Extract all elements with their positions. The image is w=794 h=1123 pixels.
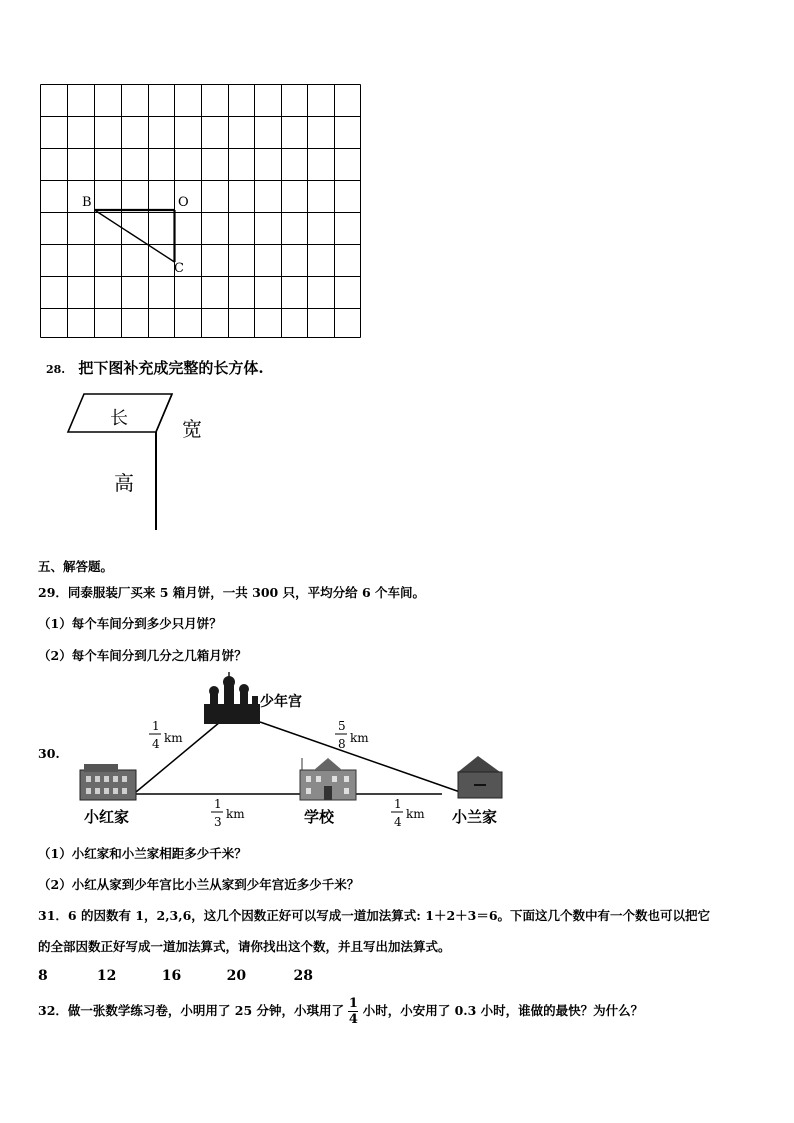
xiaolan-house-icon: [458, 756, 502, 798]
fraction-denominator: 4: [348, 1012, 358, 1027]
cuboid-figure: [64, 390, 224, 532]
grid-lines: [41, 85, 361, 338]
svg-text:8: 8: [338, 737, 346, 751]
svg-text:km: km: [164, 731, 183, 745]
question-28-text: 把下图补充成完整的长方体.: [78, 359, 264, 377]
svg-text:5: 5: [338, 719, 346, 733]
distance-school-xiaolan: [391, 797, 425, 829]
option-number: 20: [226, 968, 247, 984]
palace-building-icon: [204, 672, 260, 724]
xiaolan-label: 小兰家: [452, 808, 498, 826]
svg-text:4: 4: [394, 815, 402, 829]
question-28-number: 28.: [46, 363, 66, 376]
option-number: 28: [293, 968, 313, 984]
xiaohong-house-icon: [80, 764, 136, 800]
cuboid-length-label: 长: [110, 408, 128, 429]
distance-palace-xiaolan: [335, 719, 369, 751]
school-building-icon: [300, 758, 356, 800]
question-31-options: [38, 968, 313, 984]
question-29-sub1: （1）每个车间分到多少只月饼？: [38, 616, 222, 631]
svg-text:1: 1: [394, 797, 402, 811]
grid-figure: [38, 82, 364, 340]
point-o-label: O: [178, 195, 189, 210]
question-32-part1: 32．做一张数学练习卷，小明用了 25 分钟，小琪用了: [38, 1003, 344, 1018]
option-number: 8: [38, 968, 48, 984]
route-lines: [134, 722, 460, 794]
svg-text:3: 3: [214, 815, 222, 829]
question-31-line1: 31．6 的因数有 1，2,3,6，这几个因数正好可以写成一道加法算式: 1＋2＋3＝6。下面这几个数中有一个数也可以把它: [38, 908, 711, 923]
svg-text:1: 1: [214, 797, 222, 811]
svg-text:4: 4: [152, 737, 160, 751]
triangle-boc: [95, 210, 175, 262]
question-32-fraction: [348, 997, 358, 1026]
question-30-sub2: （2）小红从家到少年宫比小兰从家到少年宫近多少千米？: [38, 877, 360, 892]
cuboid-width-label: 宽: [182, 417, 202, 441]
distance-xiaohong-palace: [149, 719, 183, 751]
fraction-numerator: 1: [348, 996, 358, 1011]
question-30-number: 30.: [38, 746, 60, 761]
question-32: [38, 996, 643, 1026]
svg-text:km: km: [350, 731, 369, 745]
distance-xiaohong-school: [211, 797, 245, 829]
cuboid-height-label: 高: [114, 471, 134, 495]
svg-text:km: km: [406, 807, 425, 821]
point-c-label: C: [174, 261, 184, 276]
school-label: 学校: [304, 808, 335, 826]
svg-text:km: km: [226, 807, 245, 821]
route-map: [70, 672, 520, 832]
question-32-part2: 小时，小安用了 0.3 小时，谁做的最快？为什么？: [362, 1003, 644, 1018]
question-29-stem: 29．同泰服装厂买来 5 箱月饼，一共 300 只，平均分给 6 个车间。: [38, 585, 425, 600]
section-5-heading: 五、解答题。: [38, 559, 114, 574]
option-number: 12: [96, 968, 117, 984]
question-29-sub2: （2）每个车间分到几分之几箱月饼？: [38, 648, 247, 663]
option-number: 16: [161, 968, 182, 984]
cuboid-width-edge: [156, 394, 172, 432]
question-31-line2: 的全部因数正好写成一道加法算式，请你找出这个数，并且写出加法算式。: [38, 939, 451, 954]
question-28: [46, 357, 264, 378]
xiaohong-label: 小红家: [84, 808, 130, 826]
question-30-sub1: （1）小红家和小兰家相距多少千米？: [38, 846, 247, 861]
point-b-label: B: [82, 195, 92, 210]
palace-label: 少年宫: [260, 694, 302, 710]
svg-text:1: 1: [152, 719, 160, 733]
